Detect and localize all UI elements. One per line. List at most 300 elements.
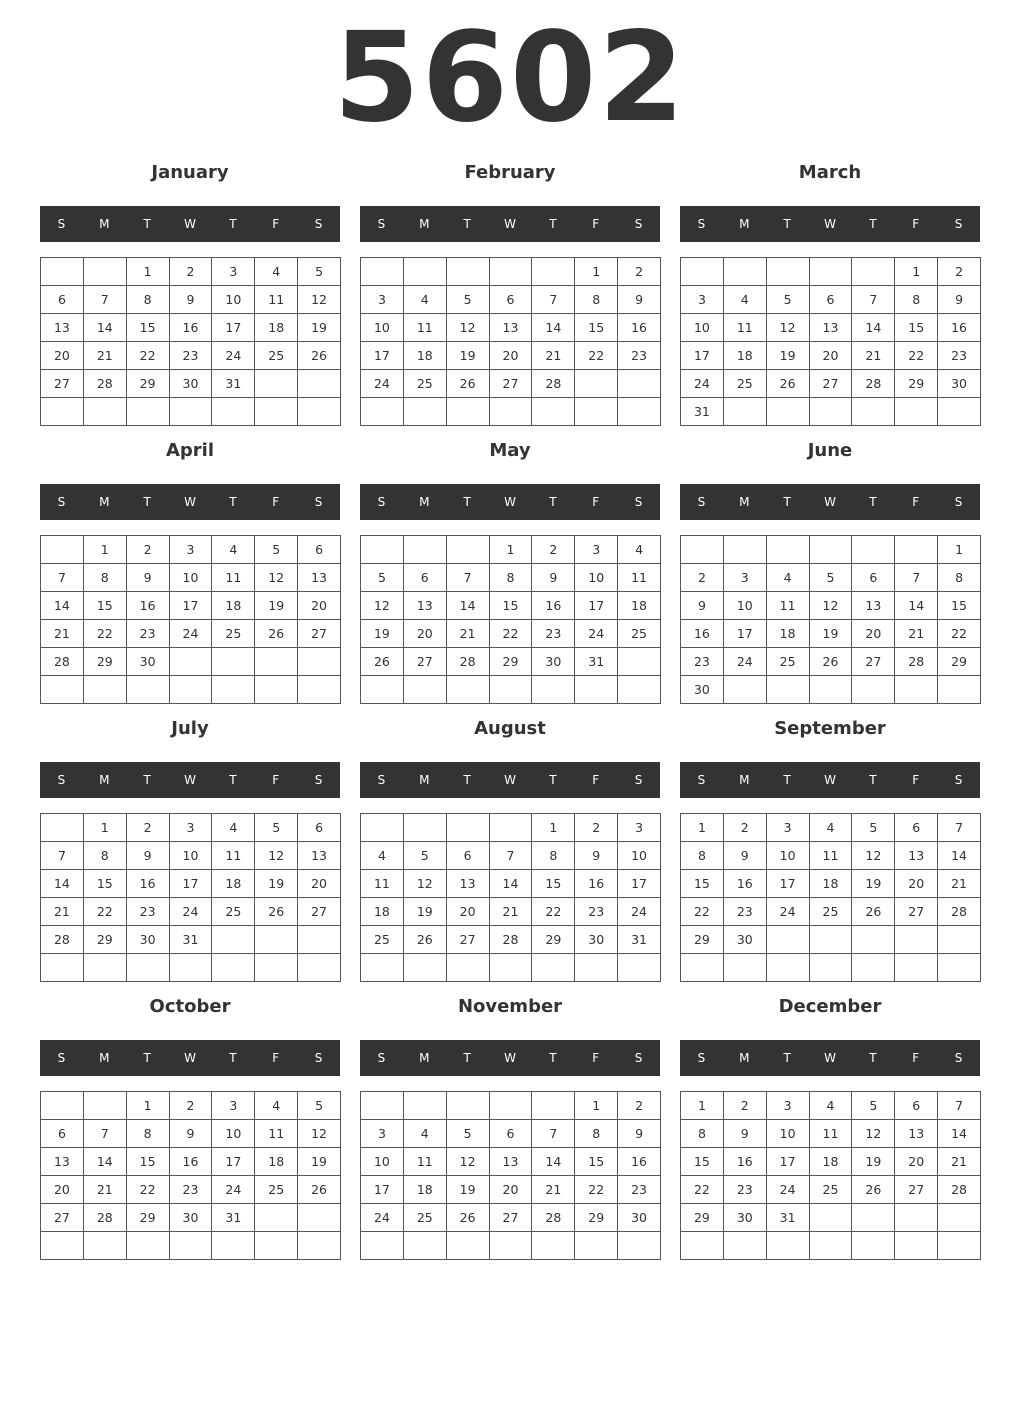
day-cell: 8 <box>490 564 533 592</box>
day-grid <box>40 813 341 982</box>
day-cell: 3 <box>618 814 661 842</box>
day-cell <box>490 258 533 286</box>
day-cell <box>724 954 767 982</box>
day-cell: 29 <box>681 926 724 954</box>
day-cell: 19 <box>298 314 341 342</box>
day-cell <box>127 398 170 426</box>
day-cell: 16 <box>938 314 981 342</box>
day-cell <box>447 1092 490 1120</box>
day-cell: 17 <box>767 870 810 898</box>
day-cell: 6 <box>41 1120 84 1148</box>
day-cell: 15 <box>490 592 533 620</box>
day-cell <box>447 1232 490 1260</box>
day-cell <box>298 1204 341 1232</box>
weekday-label: M <box>99 1051 110 1065</box>
day-cell: 16 <box>618 1148 661 1176</box>
day-cell: 7 <box>852 286 895 314</box>
day-cell: 23 <box>938 342 981 370</box>
day-cell <box>212 954 255 982</box>
month-name: November <box>457 996 563 1017</box>
weekday-label: T <box>463 773 471 787</box>
day-cell: 24 <box>212 342 255 370</box>
day-cell: 6 <box>298 814 341 842</box>
day-cell: 7 <box>84 286 127 314</box>
day-cell: 10 <box>681 314 724 342</box>
weekday-label: S <box>634 217 643 231</box>
day-cell: 6 <box>852 564 895 592</box>
day-cell: 1 <box>938 536 981 564</box>
day-cell <box>724 398 767 426</box>
day-cell: 14 <box>84 314 127 342</box>
day-cell <box>767 398 810 426</box>
weekday-label: M <box>419 495 430 509</box>
weekday-label: W <box>504 773 516 787</box>
day-cell <box>895 536 938 564</box>
day-cell <box>361 398 404 426</box>
weekday-header <box>40 1040 340 1076</box>
day-cell: 12 <box>298 1120 341 1148</box>
day-cell: 11 <box>404 1148 447 1176</box>
day-cell <box>490 954 533 982</box>
day-cell: 10 <box>170 842 213 870</box>
day-cell: 23 <box>127 620 170 648</box>
weekday-label: S <box>954 495 963 509</box>
day-cell <box>938 1232 981 1260</box>
day-cell <box>767 258 810 286</box>
day-cell: 28 <box>447 648 490 676</box>
day-cell: 27 <box>852 648 895 676</box>
day-cell <box>532 1092 575 1120</box>
day-cell: 23 <box>532 620 575 648</box>
day-cell: 4 <box>810 814 853 842</box>
day-cell: 25 <box>255 342 298 370</box>
day-cell: 16 <box>575 870 618 898</box>
day-cell: 6 <box>895 814 938 842</box>
day-grid <box>360 535 661 704</box>
day-cell <box>212 398 255 426</box>
day-cell: 3 <box>724 564 767 592</box>
day-cell <box>404 954 447 982</box>
weekday-label: F <box>912 217 920 231</box>
day-cell: 21 <box>84 1176 127 1204</box>
weekday-label: S <box>697 1051 706 1065</box>
day-cell: 23 <box>618 342 661 370</box>
day-cell <box>810 676 853 704</box>
day-cell: 7 <box>41 564 84 592</box>
day-cell: 17 <box>170 870 213 898</box>
weekday-label: T <box>869 495 877 509</box>
day-cell <box>170 648 213 676</box>
weekday-label: S <box>697 217 706 231</box>
day-cell: 24 <box>170 898 213 926</box>
day-cell: 27 <box>810 370 853 398</box>
day-cell <box>298 1232 341 1260</box>
day-cell: 18 <box>212 870 255 898</box>
day-cell <box>84 258 127 286</box>
day-cell: 6 <box>490 1120 533 1148</box>
day-cell <box>724 1232 767 1260</box>
day-cell <box>852 926 895 954</box>
weekday-label: W <box>184 773 196 787</box>
day-cell: 28 <box>84 370 127 398</box>
day-cell: 5 <box>404 842 447 870</box>
day-cell <box>447 536 490 564</box>
day-cell <box>767 926 810 954</box>
day-cell: 2 <box>127 814 170 842</box>
weekday-label: W <box>824 217 836 231</box>
weekday-label: S <box>57 1051 66 1065</box>
day-cell: 20 <box>895 870 938 898</box>
day-cell: 5 <box>447 1120 490 1148</box>
day-cell: 26 <box>255 620 298 648</box>
day-cell: 12 <box>404 870 447 898</box>
day-cell: 17 <box>361 1176 404 1204</box>
weekday-label: M <box>739 217 750 231</box>
day-cell: 8 <box>127 1120 170 1148</box>
weekday-label: S <box>314 217 323 231</box>
day-cell <box>681 536 724 564</box>
day-cell <box>84 398 127 426</box>
day-cell: 1 <box>127 258 170 286</box>
day-cell: 3 <box>212 1092 255 1120</box>
day-cell: 11 <box>255 1120 298 1148</box>
weekday-label: W <box>504 1051 516 1065</box>
day-cell: 16 <box>170 1148 213 1176</box>
day-cell: 30 <box>575 926 618 954</box>
day-cell: 2 <box>681 564 724 592</box>
day-cell: 14 <box>447 592 490 620</box>
day-cell <box>84 1092 127 1120</box>
day-cell <box>447 398 490 426</box>
day-cell <box>298 926 341 954</box>
day-cell: 13 <box>298 564 341 592</box>
day-cell: 20 <box>810 342 853 370</box>
day-cell <box>575 1232 618 1260</box>
day-cell <box>255 398 298 426</box>
day-cell: 13 <box>404 592 447 620</box>
day-cell: 23 <box>127 898 170 926</box>
month-name: September <box>774 718 886 739</box>
day-cell: 28 <box>532 370 575 398</box>
weekday-label: W <box>504 217 516 231</box>
day-grid <box>680 535 981 704</box>
day-cell: 1 <box>490 536 533 564</box>
day-cell <box>41 1092 84 1120</box>
day-cell: 22 <box>532 898 575 926</box>
weekday-label: S <box>697 495 706 509</box>
day-cell: 7 <box>84 1120 127 1148</box>
day-cell <box>255 370 298 398</box>
day-cell: 15 <box>532 870 575 898</box>
day-cell <box>938 954 981 982</box>
day-cell: 26 <box>852 898 895 926</box>
day-cell: 14 <box>41 870 84 898</box>
day-cell <box>298 398 341 426</box>
day-cell: 25 <box>810 1176 853 1204</box>
day-cell <box>361 1092 404 1120</box>
day-cell <box>852 1232 895 1260</box>
day-cell <box>447 814 490 842</box>
day-cell: 8 <box>575 286 618 314</box>
day-cell: 24 <box>724 648 767 676</box>
day-cell: 27 <box>41 1204 84 1232</box>
weekday-label: S <box>634 1051 643 1065</box>
day-cell <box>298 370 341 398</box>
day-cell: 5 <box>852 1092 895 1120</box>
day-cell: 29 <box>84 648 127 676</box>
weekday-label: M <box>419 217 430 231</box>
day-cell: 25 <box>618 620 661 648</box>
day-cell: 17 <box>618 870 661 898</box>
day-cell: 27 <box>404 648 447 676</box>
day-cell <box>618 370 661 398</box>
day-cell: 7 <box>938 814 981 842</box>
day-cell: 26 <box>447 370 490 398</box>
day-cell: 2 <box>127 536 170 564</box>
day-cell: 4 <box>618 536 661 564</box>
day-cell: 10 <box>767 842 810 870</box>
day-cell: 27 <box>895 1176 938 1204</box>
day-cell: 27 <box>490 1204 533 1232</box>
day-cell: 23 <box>575 898 618 926</box>
day-grid <box>680 1091 981 1260</box>
day-cell <box>361 954 404 982</box>
weekday-label: S <box>314 773 323 787</box>
day-cell <box>724 536 767 564</box>
weekday-header <box>40 484 340 520</box>
weekday-label: S <box>954 1051 963 1065</box>
day-cell: 31 <box>681 398 724 426</box>
day-cell <box>361 676 404 704</box>
day-cell: 2 <box>532 536 575 564</box>
weekday-label: F <box>912 1051 920 1065</box>
month-name: May <box>489 440 531 461</box>
weekday-header <box>360 206 660 242</box>
day-cell <box>361 536 404 564</box>
day-cell: 9 <box>170 286 213 314</box>
day-cell: 4 <box>767 564 810 592</box>
day-cell: 22 <box>127 342 170 370</box>
day-cell: 29 <box>490 648 533 676</box>
day-cell: 6 <box>298 536 341 564</box>
day-grid <box>40 1091 341 1260</box>
weekday-label: S <box>634 773 643 787</box>
day-cell: 30 <box>938 370 981 398</box>
day-cell <box>681 954 724 982</box>
day-cell <box>895 926 938 954</box>
day-cell: 22 <box>127 1176 170 1204</box>
day-cell: 7 <box>447 564 490 592</box>
day-cell: 19 <box>447 342 490 370</box>
day-cell <box>361 814 404 842</box>
day-cell <box>810 536 853 564</box>
day-cell: 2 <box>724 1092 767 1120</box>
day-grid <box>680 813 981 982</box>
weekday-label: F <box>272 495 280 509</box>
day-cell: 14 <box>84 1148 127 1176</box>
day-cell <box>255 954 298 982</box>
day-cell <box>852 1204 895 1232</box>
weekday-label: T <box>783 217 791 231</box>
weekday-label: T <box>463 495 471 509</box>
day-cell: 6 <box>490 286 533 314</box>
day-cell: 8 <box>84 842 127 870</box>
day-cell <box>938 1204 981 1232</box>
day-cell: 30 <box>724 926 767 954</box>
day-cell <box>255 676 298 704</box>
day-cell: 24 <box>681 370 724 398</box>
day-cell <box>490 398 533 426</box>
weekday-label: M <box>99 495 110 509</box>
day-cell: 11 <box>361 870 404 898</box>
day-cell: 12 <box>852 842 895 870</box>
day-cell: 24 <box>170 620 213 648</box>
day-cell: 17 <box>681 342 724 370</box>
day-cell: 14 <box>532 314 575 342</box>
weekday-label: T <box>229 217 237 231</box>
weekday-label: S <box>377 1051 386 1065</box>
day-cell: 1 <box>895 258 938 286</box>
day-cell: 15 <box>575 1148 618 1176</box>
day-cell <box>212 676 255 704</box>
day-cell <box>404 1232 447 1260</box>
day-cell: 11 <box>618 564 661 592</box>
day-cell: 12 <box>852 1120 895 1148</box>
day-cell: 31 <box>212 1204 255 1232</box>
day-cell: 21 <box>532 342 575 370</box>
weekday-label: S <box>57 773 66 787</box>
day-cell: 15 <box>127 314 170 342</box>
day-cell <box>127 676 170 704</box>
weekday-label: T <box>463 217 471 231</box>
day-cell: 25 <box>810 898 853 926</box>
day-cell: 8 <box>127 286 170 314</box>
day-cell: 25 <box>361 926 404 954</box>
day-cell <box>41 536 84 564</box>
day-cell <box>810 258 853 286</box>
day-cell: 18 <box>255 1148 298 1176</box>
day-cell <box>810 1232 853 1260</box>
day-cell: 6 <box>895 1092 938 1120</box>
day-cell: 14 <box>938 1120 981 1148</box>
day-cell: 22 <box>575 342 618 370</box>
month-name: March <box>798 162 862 183</box>
day-cell: 9 <box>618 286 661 314</box>
day-cell: 11 <box>212 842 255 870</box>
day-cell <box>447 676 490 704</box>
day-cell: 16 <box>724 870 767 898</box>
day-cell: 15 <box>681 1148 724 1176</box>
day-cell <box>575 398 618 426</box>
day-cell: 1 <box>532 814 575 842</box>
weekday-label: F <box>272 217 280 231</box>
day-cell: 23 <box>724 898 767 926</box>
day-cell: 12 <box>255 842 298 870</box>
day-cell: 7 <box>41 842 84 870</box>
day-cell: 30 <box>681 676 724 704</box>
day-cell: 4 <box>361 842 404 870</box>
weekday-label: S <box>377 495 386 509</box>
day-cell: 21 <box>532 1176 575 1204</box>
day-cell: 5 <box>298 258 341 286</box>
day-cell: 6 <box>404 564 447 592</box>
day-grid <box>360 1091 661 1260</box>
day-cell: 29 <box>681 1204 724 1232</box>
day-cell: 2 <box>938 258 981 286</box>
day-cell: 27 <box>298 898 341 926</box>
day-cell <box>41 954 84 982</box>
weekday-header <box>680 206 980 242</box>
day-cell: 14 <box>895 592 938 620</box>
day-cell: 31 <box>575 648 618 676</box>
day-cell <box>895 676 938 704</box>
weekday-label: T <box>869 1051 877 1065</box>
day-cell: 2 <box>170 258 213 286</box>
day-cell: 23 <box>170 342 213 370</box>
day-cell: 20 <box>298 592 341 620</box>
day-cell: 5 <box>852 814 895 842</box>
day-cell <box>532 676 575 704</box>
month-name: June <box>807 440 853 461</box>
weekday-label: F <box>592 773 600 787</box>
day-grid <box>360 257 661 426</box>
day-cell: 31 <box>618 926 661 954</box>
year-title: 5602 <box>333 6 687 150</box>
day-cell: 18 <box>618 592 661 620</box>
day-cell <box>938 926 981 954</box>
day-cell <box>404 676 447 704</box>
day-cell: 19 <box>447 1176 490 1204</box>
weekday-label: W <box>824 1051 836 1065</box>
month-name: October <box>149 996 231 1017</box>
day-cell <box>532 398 575 426</box>
day-cell: 27 <box>298 620 341 648</box>
day-cell <box>447 258 490 286</box>
weekday-label: M <box>419 773 430 787</box>
day-cell <box>575 676 618 704</box>
day-cell: 9 <box>127 842 170 870</box>
weekday-header <box>40 206 340 242</box>
day-cell: 15 <box>84 870 127 898</box>
day-cell: 29 <box>575 1204 618 1232</box>
weekday-label: F <box>912 773 920 787</box>
weekday-label: T <box>783 1051 791 1065</box>
day-cell: 29 <box>938 648 981 676</box>
weekday-label: S <box>954 773 963 787</box>
weekday-label: S <box>954 217 963 231</box>
day-cell: 19 <box>255 592 298 620</box>
day-cell: 26 <box>810 648 853 676</box>
day-cell: 30 <box>618 1204 661 1232</box>
day-cell: 19 <box>298 1148 341 1176</box>
day-cell: 3 <box>681 286 724 314</box>
weekday-label: T <box>229 773 237 787</box>
weekday-label: T <box>783 495 791 509</box>
day-cell: 17 <box>575 592 618 620</box>
day-cell: 28 <box>84 1204 127 1232</box>
day-cell <box>404 398 447 426</box>
day-cell <box>575 370 618 398</box>
day-cell: 3 <box>767 1092 810 1120</box>
day-cell: 26 <box>767 370 810 398</box>
day-cell: 15 <box>84 592 127 620</box>
day-cell <box>255 1232 298 1260</box>
day-cell: 25 <box>255 1176 298 1204</box>
day-cell <box>575 954 618 982</box>
month-name: January <box>151 162 229 183</box>
day-cell <box>618 648 661 676</box>
day-cell: 31 <box>170 926 213 954</box>
